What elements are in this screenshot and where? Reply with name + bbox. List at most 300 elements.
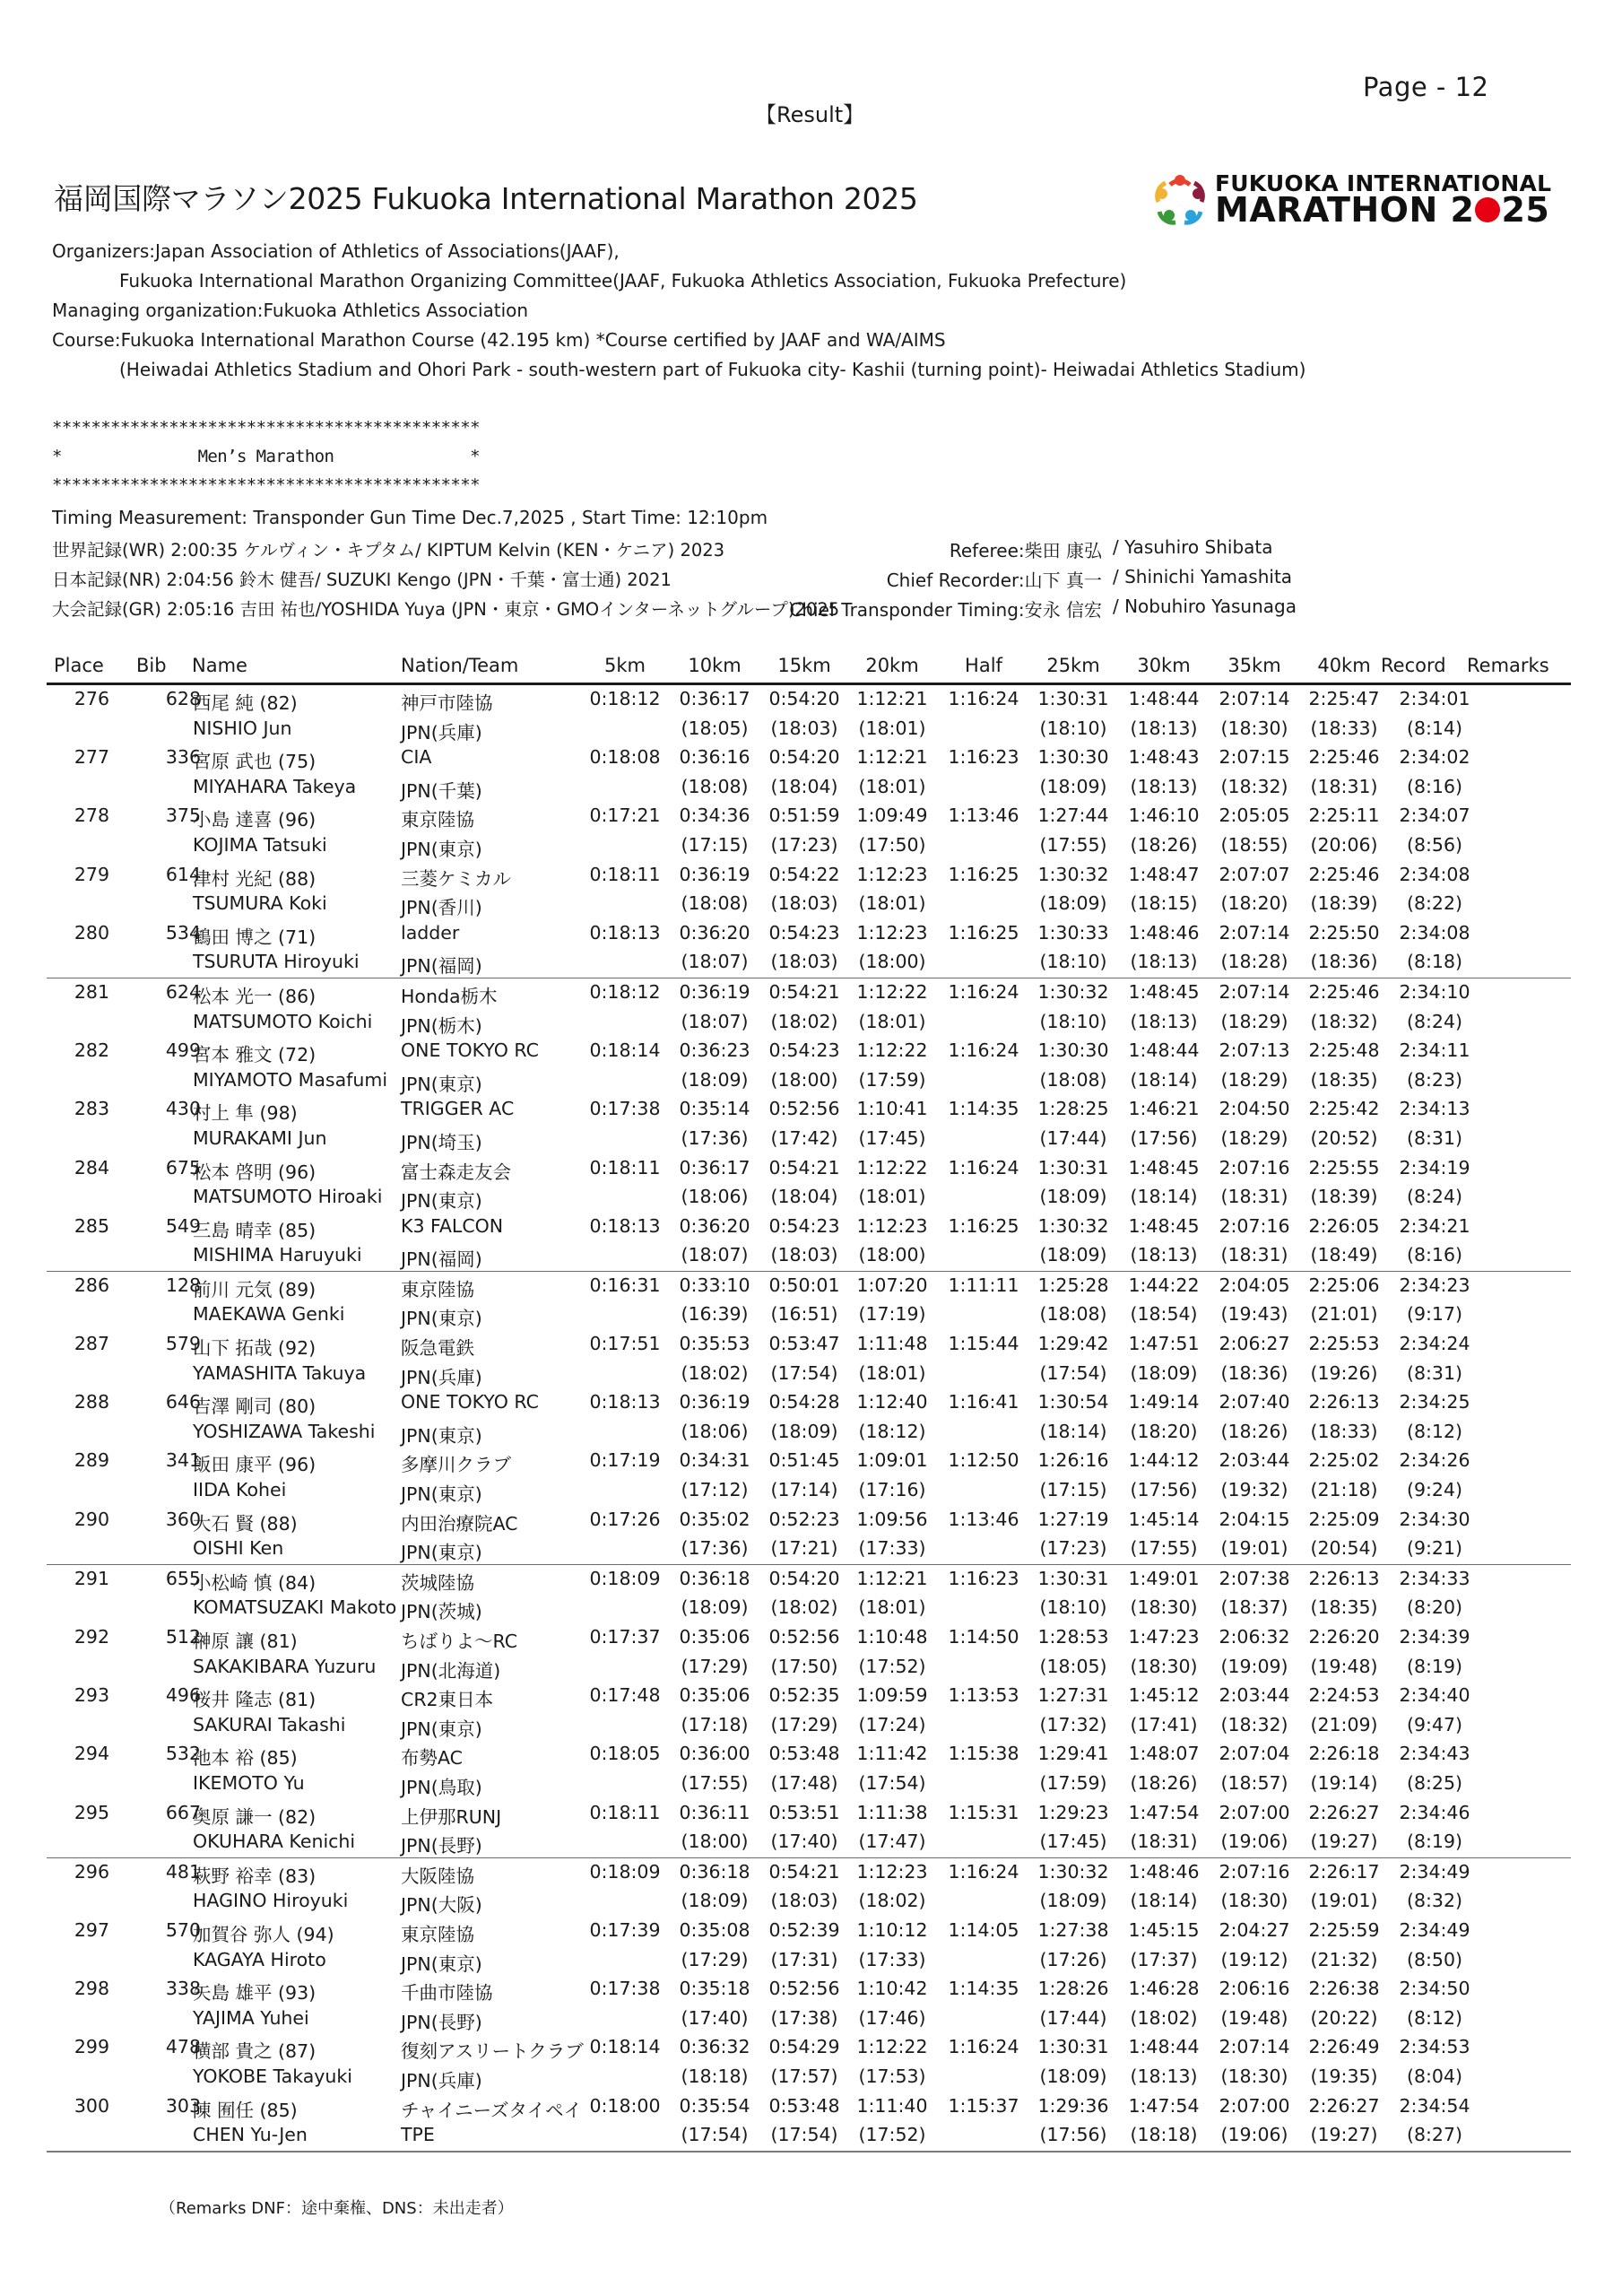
split-half: 1:14:35 — [948, 1098, 1019, 1120]
nation-cell: JPN(千葉) — [401, 779, 482, 802]
col-header-bib: Bib — [136, 655, 167, 676]
table-row — [47, 1917, 1571, 1946]
lap-30km: (18:13) — [1130, 2065, 1198, 2087]
split-35km: 2:07:14 — [1219, 2036, 1290, 2058]
lap-20km: (17:33) — [858, 1537, 926, 1560]
split-40km: 2:25:53 — [1308, 1333, 1380, 1355]
lap-10km: (18:06) — [681, 1186, 749, 1208]
lap-40km: (18:33) — [1310, 717, 1378, 739]
team-cell: K3 FALCON — [401, 1214, 504, 1237]
lap-finish: (8:04) — [1406, 2065, 1463, 2087]
athlete-name-jp: 矢島 雄平 (93) — [193, 1982, 317, 2005]
split-25km: 1:25:28 — [1037, 1274, 1109, 1296]
split-half: 1:16:23 — [948, 1567, 1019, 1589]
split-30km: 1:46:10 — [1128, 804, 1200, 827]
split-10km: 0:36:18 — [679, 1567, 750, 1589]
athlete-name-en: OISHI Ken — [193, 1537, 284, 1560]
col-header-20km: 20km — [865, 655, 919, 676]
row-group — [47, 1272, 1571, 1565]
lap-40km: (21:09) — [1310, 1713, 1378, 1735]
table-row — [47, 2033, 1571, 2063]
split-5km: 0:18:13 — [589, 1214, 661, 1237]
athlete-name-en: OKUHARA Kenichi — [193, 1831, 356, 1853]
split-20km: 1:10:48 — [856, 1626, 928, 1648]
table-row-sub — [47, 1594, 1571, 1623]
record-cell: 2:34:01 — [1399, 688, 1470, 709]
page-number: Page - 12 — [1363, 72, 1489, 102]
lap-15km: (17:48) — [770, 1771, 838, 1794]
split-15km: 0:54:21 — [768, 1860, 840, 1883]
lap-40km: (19:27) — [1310, 1831, 1378, 1853]
lap-15km: (17:54) — [770, 2124, 838, 2146]
split-35km: 2:07:40 — [1219, 1391, 1290, 1413]
table-row-sub — [47, 890, 1571, 919]
split-30km: 1:45:15 — [1128, 1918, 1200, 1941]
lap-30km: (18:13) — [1130, 1244, 1198, 1266]
lap-finish: (8:27) — [1406, 2124, 1463, 2146]
nation-cell: JPN(東京) — [401, 1190, 482, 1213]
col-header-team: Nation/Team — [401, 655, 519, 676]
nation-cell: JPN(香川) — [401, 897, 482, 919]
bib-cell: 624 — [165, 980, 201, 1003]
team-cell: 上伊那RUNJ — [401, 1805, 502, 1828]
split-20km: 1:11:38 — [856, 1801, 928, 1823]
split-10km: 0:35:08 — [679, 1918, 750, 1941]
split-10km: 0:36:16 — [679, 746, 750, 769]
table-row-sub — [47, 1125, 1571, 1154]
nation-cell: JPN(長野) — [401, 1835, 482, 1857]
split-5km: 0:16:31 — [589, 1274, 661, 1296]
team-cell: 神戸市陸協 — [401, 692, 493, 714]
record-cell: 2:34:40 — [1399, 1684, 1470, 1707]
split-5km: 0:18:14 — [589, 2036, 661, 2058]
lap-30km: (18:09) — [1130, 1361, 1198, 1384]
bib-cell: 655 — [165, 1567, 201, 1589]
lap-35km: (18:30) — [1220, 1890, 1288, 1912]
split-35km: 2:07:14 — [1219, 921, 1290, 944]
team-cell: 大阪陸協 — [401, 1865, 474, 1887]
split-15km: 0:54:21 — [768, 1156, 840, 1178]
lap-25km: (18:09) — [1039, 1890, 1107, 1912]
athlete-name-en: KOJIMA Tatsuki — [193, 833, 327, 856]
split-20km: 1:09:56 — [856, 1508, 928, 1530]
split-half: 1:14:05 — [948, 1918, 1019, 1941]
split-40km: 2:25:11 — [1308, 804, 1380, 827]
athlete-name-en: CHEN Yu-Jen — [193, 2124, 308, 2146]
table-row-sub — [47, 1887, 1571, 1917]
split-15km: 0:54:23 — [768, 1214, 840, 1237]
place-cell: 300 — [74, 2094, 109, 2117]
bib-cell: 336 — [165, 746, 201, 769]
lap-finish: (8:56) — [1406, 833, 1463, 856]
team-cell: 三菱ケミカル — [401, 867, 511, 890]
lap-finish: (9:17) — [1406, 1303, 1463, 1326]
lap-20km: (18:01) — [858, 1596, 926, 1619]
lap-10km: (18:09) — [681, 1890, 749, 1912]
split-20km: 1:11:42 — [856, 1743, 928, 1765]
lap-35km: (18:31) — [1220, 1244, 1288, 1266]
lap-30km: (18:30) — [1130, 1655, 1198, 1677]
split-40km: 2:25:55 — [1308, 1156, 1380, 1178]
lap-30km: (18:15) — [1130, 892, 1198, 915]
bib-cell: 579 — [165, 1333, 201, 1355]
bib-cell: 496 — [165, 1684, 201, 1707]
athlete-name-en: MISHIMA Haruyuki — [193, 1244, 362, 1266]
split-half: 1:16:24 — [948, 980, 1019, 1003]
split-5km: 0:18:13 — [589, 1391, 661, 1413]
athlete-name-en: TSURUTA Hiroyuki — [193, 951, 360, 973]
lap-30km: (18:13) — [1130, 1010, 1198, 1032]
lap-40km: (18:32) — [1310, 1010, 1378, 1032]
record-cell: 2:34:49 — [1399, 1860, 1470, 1883]
record-cell: 2:34:08 — [1399, 863, 1470, 885]
athlete-name-en: MIYAMOTO Masafumi — [193, 1068, 388, 1091]
split-15km: 0:53:48 — [768, 2094, 840, 2117]
team-cell: ちばりよ～RC — [401, 1631, 518, 1652]
athlete-name-jp: 奥原 謙一 (82) — [193, 1805, 317, 1828]
split-half: 1:15:38 — [948, 1743, 1019, 1765]
split-10km: 0:36:17 — [679, 688, 750, 709]
lap-20km: (18:01) — [858, 1010, 926, 1032]
table-row — [47, 1682, 1571, 1711]
official-label: Chief Transponder Timing:安永 信宏 — [789, 599, 1102, 621]
banner-stars-bottom: ******************************************** — [52, 475, 480, 495]
lap-25km: (18:09) — [1039, 1186, 1107, 1208]
col-header-15km: 15km — [777, 655, 831, 676]
lap-20km: (17:54) — [858, 1771, 926, 1794]
logo-text-line2 — [1215, 190, 1549, 230]
lap-15km: (18:02) — [770, 1596, 838, 1619]
split-15km: 0:53:51 — [768, 1801, 840, 1823]
split-half: 1:13:53 — [948, 1684, 1019, 1707]
split-30km: 1:48:43 — [1128, 746, 1200, 769]
lap-finish: (8:14) — [1406, 717, 1463, 739]
record-cell: 2:34:11 — [1399, 1039, 1470, 1062]
lap-15km: (17:29) — [770, 1713, 838, 1735]
table-row-sub — [47, 1241, 1571, 1271]
split-15km: 0:54:20 — [768, 746, 840, 769]
nation-cell: JPN(長野) — [401, 2011, 482, 2033]
athlete-name-en: MURAKAMI Jun — [193, 1126, 327, 1149]
lap-40km: (19:48) — [1310, 1655, 1378, 1677]
footer-remarks: （Remarks DNF：途中棄権、DNS：未出走者） — [160, 2199, 514, 2218]
place-cell: 296 — [74, 1860, 109, 1883]
lap-10km: (17:15) — [681, 833, 749, 856]
lap-10km: (18:05) — [681, 717, 749, 739]
split-35km: 2:04:27 — [1219, 1918, 1290, 1941]
split-half: 1:15:44 — [948, 1333, 1019, 1355]
split-35km: 2:07:16 — [1219, 1860, 1290, 1883]
team-cell: 復刻アスリートクラブ — [401, 2040, 584, 2063]
lap-10km: (18:00) — [681, 1831, 749, 1853]
athlete-name-en: MATSUMOTO Koichi — [193, 1010, 373, 1032]
lap-15km: (18:04) — [770, 1186, 838, 1208]
split-25km: 1:30:31 — [1037, 688, 1109, 709]
split-30km: 1:49:01 — [1128, 1567, 1200, 1589]
split-15km: 0:54:29 — [768, 2036, 840, 2058]
split-15km: 0:52:56 — [768, 1978, 840, 2000]
split-40km: 2:26:27 — [1308, 1801, 1380, 1823]
place-cell: 298 — [74, 1978, 109, 2000]
lap-20km: (18:00) — [858, 951, 926, 973]
split-40km: 2:26:13 — [1308, 1391, 1380, 1413]
place-cell: 290 — [74, 1508, 109, 1530]
split-40km: 2:26:27 — [1308, 2094, 1380, 2117]
row-group — [47, 685, 1571, 978]
nation-cell: JPN(埼玉) — [401, 1131, 482, 1153]
lap-30km: (18:13) — [1130, 951, 1198, 973]
athlete-name-en: MIYAHARA Takeya — [193, 775, 357, 797]
record-cell: 2:34:30 — [1399, 1508, 1470, 1530]
lap-20km: (17:52) — [858, 1655, 926, 1677]
lap-35km: (18:28) — [1220, 951, 1288, 973]
split-35km: 2:07:16 — [1219, 1214, 1290, 1237]
lap-20km: (17:59) — [858, 1068, 926, 1091]
split-40km: 2:25:09 — [1308, 1508, 1380, 1530]
split-20km: 1:09:01 — [856, 1449, 928, 1472]
table-row-sub — [47, 1008, 1571, 1038]
lap-25km: (18:05) — [1039, 1655, 1107, 1677]
split-30km: 1:48:44 — [1128, 2036, 1200, 2058]
nation-cell: JPN(東京) — [401, 1718, 482, 1740]
lap-35km: (18:31) — [1220, 1186, 1288, 1208]
official-label: Chief Recorder:山下 真一 — [886, 570, 1102, 591]
bib-cell: 303 — [165, 2094, 201, 2117]
place-cell: 282 — [74, 1039, 109, 1062]
col-header-5km: 5km — [604, 655, 646, 676]
split-20km: 1:12:23 — [856, 1860, 928, 1883]
lap-15km: (18:04) — [770, 775, 838, 797]
split-half: 1:16:24 — [948, 1039, 1019, 1062]
lap-15km: (17:14) — [770, 1479, 838, 1501]
team-cell: CIA — [401, 746, 432, 769]
split-10km: 0:36:00 — [679, 1743, 750, 1765]
lap-40km: (20:22) — [1310, 2006, 1378, 2029]
split-15km: 0:53:48 — [768, 1743, 840, 1765]
record-cell: 2:34:13 — [1399, 1098, 1470, 1120]
split-30km: 1:47:23 — [1128, 1626, 1200, 1648]
split-10km: 0:35:14 — [679, 1098, 750, 1120]
table-row-sub — [47, 1183, 1571, 1213]
lap-20km: (18:01) — [858, 1186, 926, 1208]
split-30km: 1:45:12 — [1128, 1684, 1200, 1707]
split-20km: 1:10:12 — [856, 1918, 928, 1941]
lap-10km: (17:18) — [681, 1713, 749, 1735]
lap-35km: (18:36) — [1220, 1361, 1288, 1384]
bib-cell: 341 — [165, 1449, 201, 1472]
split-35km: 2:05:05 — [1219, 804, 1290, 827]
col-header-place: Place — [54, 655, 104, 676]
table-row-sub — [47, 1476, 1571, 1506]
split-35km: 2:07:38 — [1219, 1567, 1290, 1589]
split-35km: 2:06:32 — [1219, 1626, 1290, 1648]
lap-40km: (18:39) — [1310, 1186, 1378, 1208]
nation-cell: JPN(東京) — [401, 838, 482, 860]
split-10km: 0:34:31 — [679, 1449, 750, 1472]
record-cell: 2:34:21 — [1399, 1214, 1470, 1237]
lap-finish: (8:32) — [1406, 1890, 1463, 1912]
table-row — [47, 1506, 1571, 1535]
split-15km: 0:54:20 — [768, 1567, 840, 1589]
split-10km: 0:35:02 — [679, 1508, 750, 1530]
lap-20km: (17:16) — [858, 1479, 926, 1501]
split-40km: 2:25:46 — [1308, 746, 1380, 769]
lap-finish: (8:25) — [1406, 1771, 1463, 1794]
table-row-sub — [47, 1418, 1571, 1448]
split-half: 1:16:41 — [948, 1391, 1019, 1413]
split-25km: 1:28:53 — [1037, 1626, 1109, 1648]
result-heading: 【Result】 — [755, 102, 865, 127]
record-cell: 2:34:53 — [1399, 2036, 1470, 2058]
lap-30km: (18:14) — [1130, 1068, 1198, 1091]
team-cell: ONE TOKYO RC — [401, 1039, 539, 1062]
athlete-name-jp: 横部 貴之 (87) — [193, 2040, 317, 2063]
split-40km: 2:26:18 — [1308, 1743, 1380, 1765]
lap-10km: (18:09) — [681, 1596, 749, 1619]
split-half: 1:16:25 — [948, 863, 1019, 885]
lap-35km: (18:26) — [1220, 1420, 1288, 1442]
table-row — [47, 1388, 1571, 1418]
table-row-sub — [47, 831, 1571, 861]
split-20km: 1:11:40 — [856, 2094, 928, 2117]
split-15km: 0:54:23 — [768, 921, 840, 944]
lap-20km: (17:24) — [858, 1713, 926, 1735]
table-row-sub — [47, 1711, 1571, 1741]
split-40km: 2:25:46 — [1308, 863, 1380, 885]
lap-25km: (17:32) — [1039, 1713, 1107, 1735]
lap-30km: (17:56) — [1130, 1479, 1198, 1501]
lap-35km: (19:43) — [1220, 1303, 1288, 1326]
bib-cell: 532 — [165, 1743, 201, 1765]
split-15km: 0:52:35 — [768, 1684, 840, 1707]
split-5km: 0:18:09 — [589, 1860, 661, 1883]
split-30km: 1:48:45 — [1128, 980, 1200, 1003]
split-30km: 1:44:22 — [1128, 1274, 1200, 1296]
athlete-name-jp: 三島 晴幸 (85) — [193, 1219, 317, 1241]
lap-20km: (18:01) — [858, 717, 926, 739]
table-row-sub — [47, 2121, 1571, 2151]
lap-30km: (18:02) — [1130, 2006, 1198, 2029]
lap-40km: (19:01) — [1310, 1890, 1378, 1912]
split-30km: 1:48:45 — [1128, 1214, 1200, 1237]
table-row — [47, 1154, 1571, 1184]
lap-35km: (18:32) — [1220, 775, 1288, 797]
split-35km: 2:07:14 — [1219, 688, 1290, 709]
nation-cell: JPN(東京) — [401, 1308, 482, 1330]
split-25km: 1:28:26 — [1037, 1978, 1109, 2000]
record-cell: 2:34:39 — [1399, 1626, 1470, 1648]
split-30km: 1:48:44 — [1128, 688, 1200, 709]
split-20km: 1:12:21 — [856, 1567, 928, 1589]
split-20km: 1:12:22 — [856, 2036, 928, 2058]
nation-cell: JPN(大阪) — [401, 1894, 482, 1917]
lap-25km: (18:08) — [1039, 1303, 1107, 1326]
lap-30km: (18:14) — [1130, 1890, 1198, 1912]
lap-15km: (16:51) — [770, 1303, 838, 1326]
athlete-name-en: MATSUMOTO Hiroaki — [193, 1186, 383, 1208]
col-header-name: Name — [192, 655, 247, 676]
table-row — [47, 978, 1571, 1008]
col-header-10km: 10km — [688, 655, 742, 676]
athlete-name-jp: 宮本 雅文 (72) — [193, 1044, 317, 1066]
split-20km: 1:12:23 — [856, 1214, 928, 1237]
nation-cell: JPN(福岡) — [401, 1248, 482, 1271]
team-cell: Honda栃木 — [401, 985, 498, 1007]
lap-40km: (21:18) — [1310, 1479, 1378, 1501]
athlete-name-jp: 吉澤 剛司 (80) — [193, 1396, 317, 1418]
athlete-name-jp: 大石 賢 (88) — [193, 1512, 298, 1535]
lap-30km: (18:20) — [1130, 1420, 1198, 1442]
lap-25km: (17:26) — [1039, 1948, 1107, 1970]
lap-20km: (18:00) — [858, 1244, 926, 1266]
split-5km: 0:18:08 — [589, 746, 661, 769]
split-40km: 2:26:38 — [1308, 1978, 1380, 2000]
lap-finish: (8:16) — [1406, 775, 1463, 797]
lap-15km: (18:03) — [770, 951, 838, 973]
split-5km: 0:17:51 — [589, 1333, 661, 1355]
table-row — [47, 1975, 1571, 2005]
logo-text-line1: FUKUOKA INTERNATIONAL — [1215, 170, 1552, 196]
team-cell: 東京陸協 — [401, 1278, 474, 1300]
nation-cell: JPN(茨城) — [401, 1601, 482, 1623]
lap-25km: (17:59) — [1039, 1771, 1107, 1794]
split-5km: 0:18:11 — [589, 1156, 661, 1178]
record-cell: 2:34:50 — [1399, 1978, 1470, 2000]
split-15km: 0:54:20 — [768, 688, 840, 709]
page-title: 福岡国際マラソン2025 Fukuoka International Marathon 2025 — [54, 181, 918, 216]
record-cell: 2:34:49 — [1399, 1918, 1470, 1941]
national-record: 日本記録(NR) 2:04:56 鈴木 健吾/ SUZUKI Kengo (JPN・千葉・富士通) 2021 — [52, 570, 672, 590]
split-35km: 2:03:44 — [1219, 1684, 1290, 1707]
place-cell: 281 — [74, 980, 109, 1003]
lap-finish: (9:47) — [1406, 1713, 1463, 1735]
team-cell: TRIGGER AC — [401, 1098, 515, 1120]
split-30km: 1:47:54 — [1128, 2094, 1200, 2117]
lap-35km: (18:20) — [1220, 892, 1288, 915]
lap-finish: (9:21) — [1406, 1537, 1463, 1560]
bib-cell: 667 — [165, 1801, 201, 1823]
record-cell: 2:34:10 — [1399, 980, 1470, 1003]
split-5km: 0:18:12 — [589, 980, 661, 1003]
split-half: 1:13:46 — [948, 1508, 1019, 1530]
team-cell: 布勢AC — [401, 1747, 463, 1770]
split-40km: 2:24:53 — [1308, 1684, 1380, 1707]
split-20km: 1:12:21 — [856, 746, 928, 769]
split-35km: 2:07:07 — [1219, 863, 1290, 885]
lap-10km: (18:09) — [681, 1068, 749, 1091]
lap-finish: (8:24) — [1406, 1010, 1463, 1032]
table-row — [47, 802, 1571, 831]
split-half: 1:16:25 — [948, 1214, 1019, 1237]
lap-10km: (18:06) — [681, 1420, 749, 1442]
place-cell: 276 — [74, 688, 109, 709]
lap-finish: (8:50) — [1406, 1948, 1463, 1970]
split-10km: 0:36:32 — [679, 2036, 750, 2058]
split-25km: 1:30:54 — [1037, 1391, 1109, 1413]
split-30km: 1:47:54 — [1128, 1801, 1200, 1823]
col-header-30km: 30km — [1137, 655, 1191, 676]
lap-15km: (17:57) — [770, 2065, 838, 2087]
split-5km: 0:17:37 — [589, 1626, 661, 1648]
lap-25km: (18:10) — [1039, 951, 1107, 973]
lap-20km: (17:47) — [858, 1831, 926, 1853]
lap-25km: (17:44) — [1039, 1126, 1107, 1149]
lap-25km: (17:15) — [1039, 1479, 1107, 1501]
split-5km: 0:18:09 — [589, 1567, 661, 1589]
nation-cell: JPN(鳥取) — [401, 1776, 482, 1798]
course-line: Course:Fukuoka International Marathon Course (42.195 km) *Course certified by JAAF and WA/AIMS — [52, 329, 946, 351]
nation-cell: JPN(兵庫) — [401, 2069, 482, 2092]
